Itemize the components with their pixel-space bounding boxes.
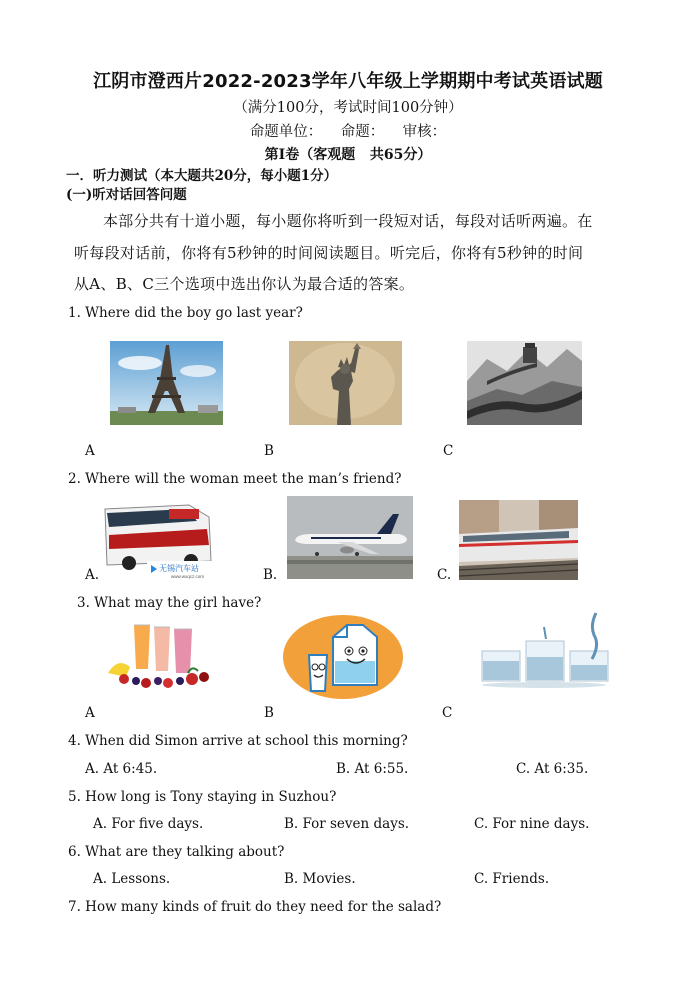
option-c: C. Friends. xyxy=(474,871,550,887)
exam-title: 江阴市澄西片2022-2023学年八年级上学期期中考试英语试题 xyxy=(93,71,603,92)
great-wall-photo xyxy=(467,341,582,425)
eiffel-tower-photo xyxy=(110,341,223,425)
option-label-b: B xyxy=(264,705,274,721)
fruit-juice-photo xyxy=(104,617,216,691)
bus-station-url: www.wxqcz.com xyxy=(171,574,205,579)
volume-heading: 第Ⅰ卷（客观题 共65分） xyxy=(264,147,432,163)
option-label-a: A xyxy=(85,705,95,721)
option-a: A. Lessons. xyxy=(93,871,171,887)
instructions-line: 从A、B、C三个选项中选出你认为最合适的答案。 xyxy=(74,275,415,293)
bus-station-sign: 无锡汽车站 xyxy=(159,564,199,573)
option-label-b: B xyxy=(264,443,274,459)
exam-author-line: 命题单位： 命题： 审核： xyxy=(249,124,447,140)
statue-of-liberty-photo xyxy=(289,341,402,425)
option-c: C. At 6:35. xyxy=(516,761,589,777)
question-2: 2. Where will the woman meet the man’s friend? xyxy=(68,471,402,487)
option-b: B. Movies. xyxy=(284,871,356,887)
option-a: A. For five days. xyxy=(93,816,204,832)
option-label-c: C xyxy=(442,705,453,721)
airplane-photo xyxy=(287,496,413,579)
option-a: A. At 6:45. xyxy=(85,761,158,777)
question-3: 3. What may the girl have? xyxy=(77,595,262,611)
subsection-heading: (一)听对话回答问题 xyxy=(66,187,187,203)
milk-cartoon xyxy=(283,615,404,699)
option-c: C. For nine days. xyxy=(474,816,590,832)
option-b: B. At 6:55. xyxy=(336,761,409,777)
option-label-b: B. xyxy=(263,567,278,583)
subway-train-photo xyxy=(459,500,578,580)
question-7: 7. How many kinds of fruit do they need for the salad? xyxy=(68,899,442,915)
section-heading: 一．听力测试（本大题共20分，每小题1分） xyxy=(66,168,338,184)
question-1: 1. Where did the boy go last year? xyxy=(68,305,303,321)
option-b: B. For seven days. xyxy=(284,816,410,832)
option-label-c: C xyxy=(443,443,454,459)
instructions-line: 本部分共有十道小题，每小题你将听到一段短对话，每段对话听两遍。在 xyxy=(103,212,593,230)
option-label-c: C. xyxy=(437,567,452,583)
question-5: 5. How long is Tony staying in Suzhou? xyxy=(68,789,337,805)
water-glasses-photo xyxy=(478,611,611,691)
option-label-a: A xyxy=(85,443,95,459)
instructions-line: 听每段对话前，你将有5秒钟的时间阅读题目。听完后，你将有5秒钟的时间 xyxy=(74,244,584,262)
option-label-a: A. xyxy=(85,567,100,583)
question-6: 6. What are they talking about? xyxy=(68,844,285,860)
coach-bus-photo xyxy=(99,499,221,579)
question-4: 4. When did Simon arrive at school this morning? xyxy=(68,733,408,749)
exam-subtitle: （满分100分，考试时间100分钟） xyxy=(233,100,463,116)
